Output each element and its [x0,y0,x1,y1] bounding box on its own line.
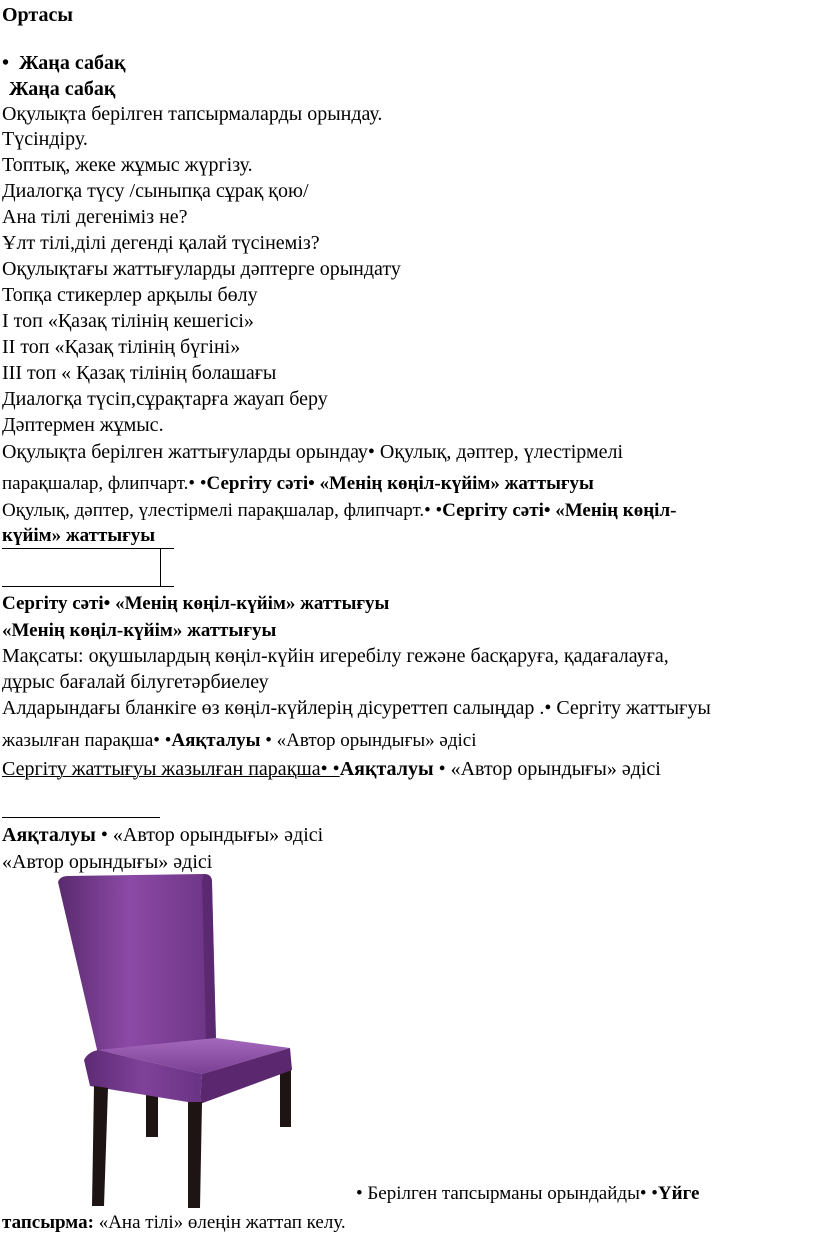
lesson-line: III топ « Қазақ тілінің болашағы [2,362,277,384]
homework-label-part: Үйге [657,1183,700,1204]
table-rule [2,586,174,587]
final-bold: Аяқталуы [2,824,96,846]
final-line [2,825,323,845]
resources-line-3 [2,501,676,520]
lesson-line: Оқулықтағы жаттығуларды дәптерге орындату [2,258,401,280]
section-heading: Ортасы [2,4,73,26]
homework-text: «Ана тілі» өлеңін жаттап келу. [93,1212,346,1233]
lesson-line: II топ «Қазақ тілінің бүгіні» [2,336,241,358]
lesson-line: Оқулықта берілген тапсырмаларды орындау. [2,103,383,125]
lesson-line: Диалогқа түсіп,сұрақтарға жауап беру [2,388,328,410]
homework-label: тапсырма: [2,1212,94,1233]
lesson-line: Ұлт тілі,ділі дегенді қалай түсінеміз? [2,232,320,254]
chair-image [54,872,316,1212]
new-lesson-title: Жаңа сабақ [9,78,116,100]
task-text: • Берілген тапсырманы орындайды• • [356,1183,658,1204]
goal-line-1: Мақсаты: оқушылардың көңіл-күйін игеребілу гежәне басқаруға, қадағалауға, [2,645,669,667]
warmup-title: Сергіту сәті• «Менің көңіл-күйім» жаттығуы [2,593,390,614]
table-rule [2,548,174,549]
lesson-line: Ана тілі дегеніміз не? [2,206,188,228]
warmup-inline: Сергіту сәті• «Менің көңіл- [442,500,677,521]
author-chair-line: «Автор орындығы» әдісі [2,851,213,873]
ending-line-1 [2,731,476,750]
ending-text: Сергіту жаттығуы жазылған парақша• • [2,758,340,780]
resources-line-4: күйім» жаттығуы [2,525,156,546]
bullet: • [2,52,10,74]
resources-text: парақшалар, флипчарт.• • [2,473,207,494]
ending-method: • «Автор орындығы» әдісі [433,758,661,780]
resources-line-2 [2,474,594,493]
resources-text: Оқулық, дәптер, үлестірмелі парақшалар, флипчарт.• • [2,500,443,521]
ending-bold: Аяқталуы [171,730,261,751]
new-lesson-bullet-line [2,53,125,73]
ending-text: жазылған парақша• • [2,730,172,751]
final-method: • «Автор орындығы» әдісі [95,824,324,846]
lesson-line: Түсіндіру. [2,128,88,150]
ending-bold: Аяқталуы [339,758,434,780]
warmup-inline: Сергіту сәті• «Менің көңіл-күйім» жаттығуы [206,473,594,494]
resources-line-1: Оқулықта берілген жаттығуларды орындау• Оқулық, дәптер, үлестірмелі [2,441,624,463]
lesson-line: Топқа стикерлер арқылы бөлу [2,284,258,306]
ending-method: • «Автор орындығы» әдісі [260,730,477,751]
new-lesson-bullet-text: Жаңа сабақ [19,52,126,74]
ending-line-2 [2,759,661,779]
table-rule [160,548,161,586]
goal-line-2: дұрыс бағалай білугетәрбиелеу [2,671,269,693]
lesson-line: Дәптермен жұмыс. [2,414,164,436]
lesson-line: Топтық, жеке жұмыс жүргізу. [2,154,253,176]
homework-line [2,1213,346,1232]
task-line [356,1184,699,1203]
instruction-line: Алдарындағы бланкіге өз көңіл-күйлерің дісуреттеп салыңдар .• Сергіту жаттығуы [2,697,711,719]
table-rule [2,817,160,818]
lesson-line: I топ «Қазақ тілінің кешегісі» [2,310,254,332]
mood-exercise-title: «Менің көңіл-күйім» жаттығуы [2,620,277,641]
lesson-line: Диалогқа түсу /сыныпқа сұрақ қою/ [2,180,309,202]
